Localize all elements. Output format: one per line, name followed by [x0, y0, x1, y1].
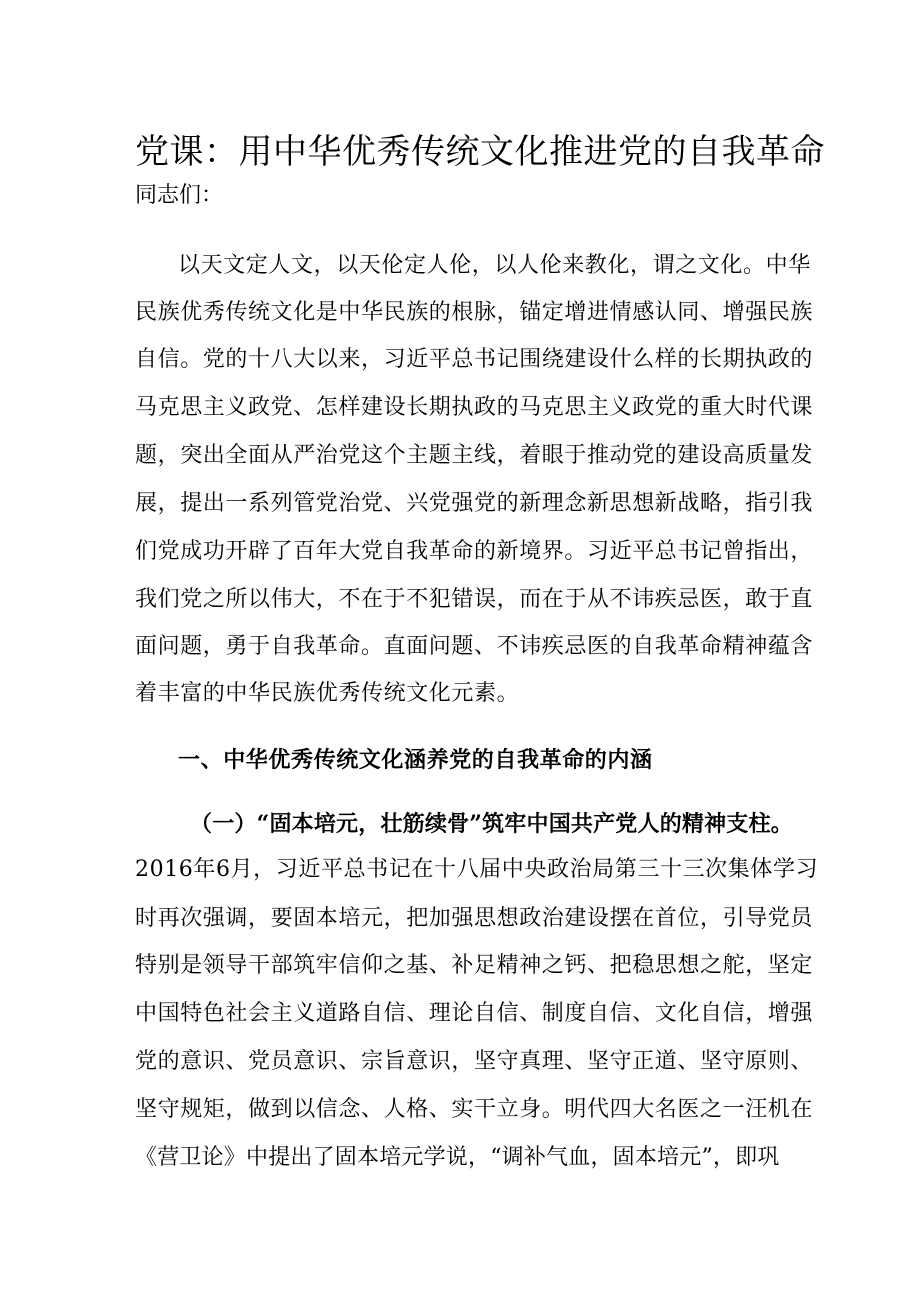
paragraph-line: 题，突出全面从严治党这个主题主线，着眼于推动党的建设高质量发 [135, 443, 814, 468]
paragraph-line: 展，提出一系列管党治党、兴党强党的新理念新思想新战略，指引我 [135, 491, 814, 516]
paragraph-line: 以天文定人文，以天伦定人伦，以人伦来教化，谓之文化。中华 [178, 253, 811, 278]
paragraph-line: 《营卫论》中提出了固本培元学说，“调补气血，固本培元”，即巩 [135, 1145, 780, 1170]
paragraph-line: 民族优秀传统文化是中华民族的根脉，锚定增进情感认同、增强民族 [135, 300, 814, 325]
paragraph-line: 坚守规矩，做到以信念、人格、实干立身。明代四大名医之一汪机在 [135, 1097, 814, 1122]
subsection-heading: （一）“固本培元，壮筋续骨”筑牢中国共产党人的精神支柱。 [190, 811, 793, 837]
salutation: 同志们： [135, 183, 224, 208]
paragraph-line: 我们党之所以伟大，不在于不犯错误，而在于从不讳疾忌医，敢于直 [135, 587, 814, 612]
paragraph-line: 着丰富的中华民族优秀传统文化元素。 [135, 681, 520, 706]
document-title: 党课：用中华优秀传统文化推进党的自我革命 [135, 132, 825, 172]
paragraph-line: 马克思主义政党、怎样建设长期执政的马克思主义政党的重大时代课 [135, 395, 814, 420]
paragraph-line: 中国特色社会主义道路自信、理论自信、制度自信、文化自信，增强 [135, 1001, 814, 1026]
paragraph-line: 时再次强调，要固本培元，把加强思想政治建设摆在首位，引导党员 [135, 906, 814, 931]
paragraph-line: 党的意识、党员意识、宗旨意识，坚守真理、坚守正道、坚守原则、 [135, 1049, 814, 1074]
section-heading: 一、中华优秀传统文化涵养党的自我革命的内涵 [178, 747, 653, 773]
paragraph-line: 们党成功开辟了百年大党自我革命的新境界。习近平总书记曾指出， [135, 539, 814, 564]
paragraph-line: 特别是领导干部筑牢信仰之基、补足精神之钙、把稳思想之舵，坚定 [135, 953, 814, 978]
paragraph-line: 自信。党的十八大以来，习近平总书记围绕建设什么样的长期执政的 [135, 347, 814, 372]
paragraph-line: 2016年6月，习近平总书记在十八届中央政治局第三十三次集体学习 [135, 857, 819, 882]
paragraph-line: 面问题，勇于自我革命。直面问题、不讳疾忌医的自我革命精神蕴含 [135, 634, 814, 659]
